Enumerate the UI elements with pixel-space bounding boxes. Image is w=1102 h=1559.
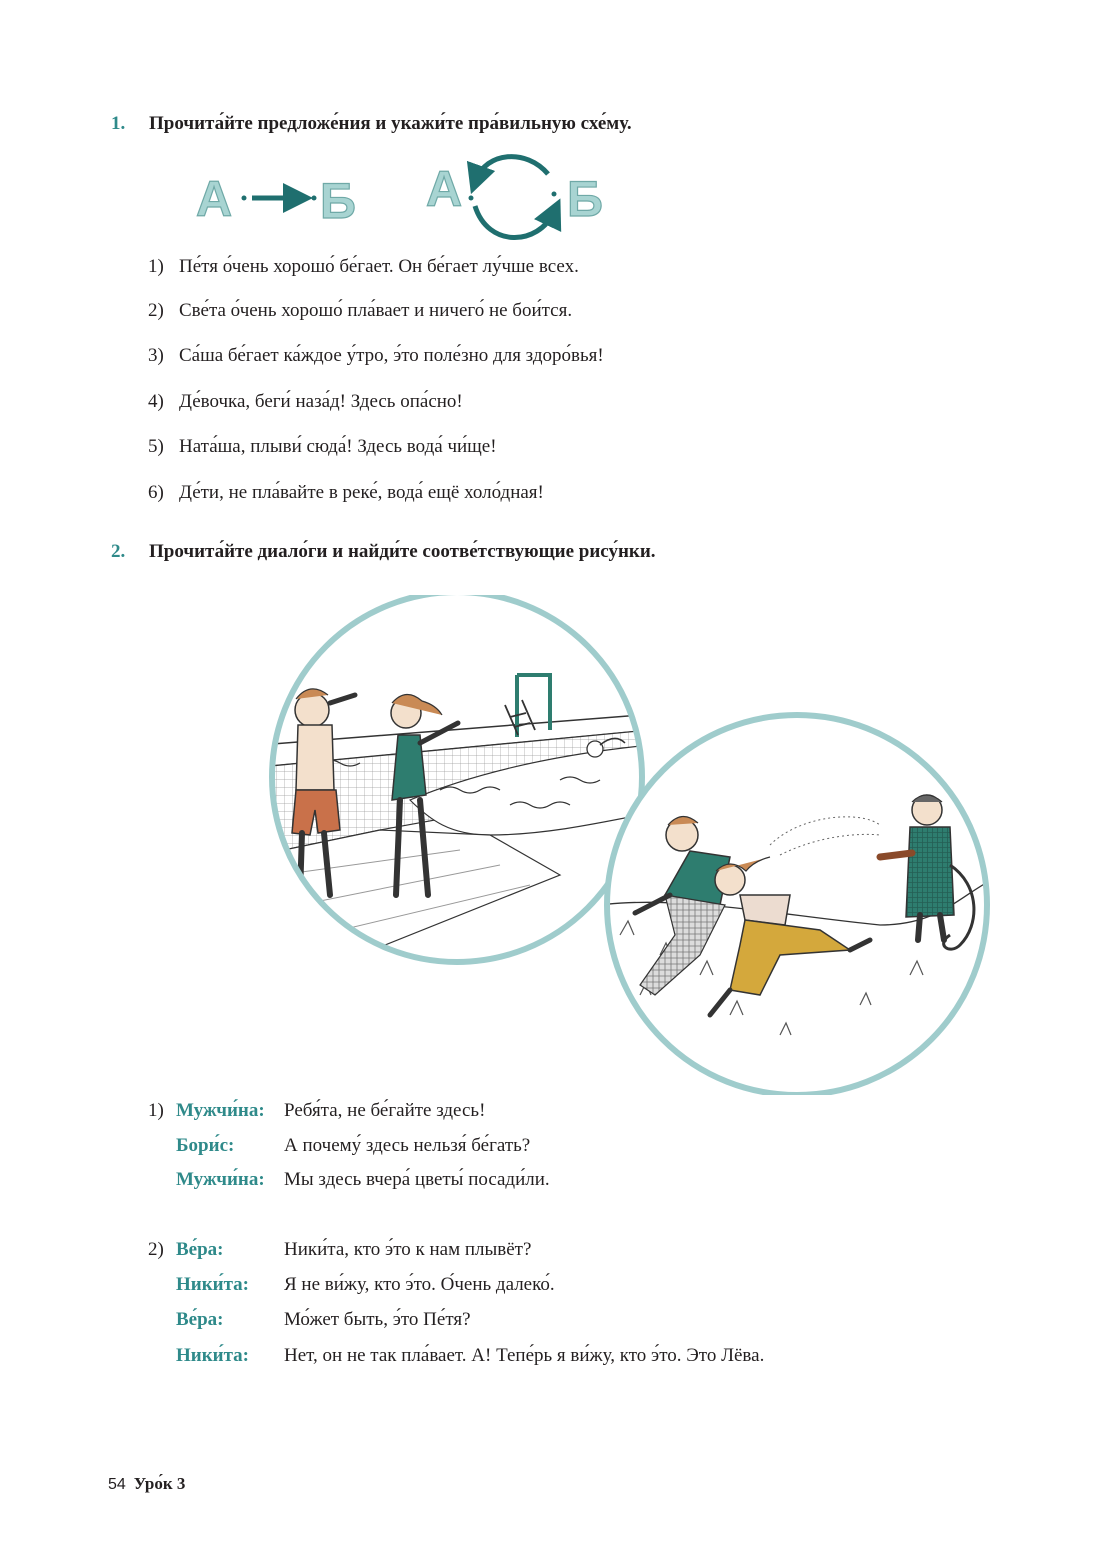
scheme1-letter-b: Б	[320, 173, 356, 229]
scheme2-dot-b	[552, 192, 557, 197]
task2-number: 2.	[111, 541, 126, 562]
dialog2-line-4	[176, 1345, 764, 1367]
illustrations	[260, 595, 1010, 1095]
dialog2-line-2	[176, 1274, 555, 1296]
speaker: Мужчи́на:	[176, 1100, 265, 1121]
sentence-1: 1) Пе́тя о́чень хорошо́ бе́гает. Он бе́гает лу́чше всех.	[148, 256, 579, 277]
line-text: Мы здесь вчера́ цветы́ посади́ли.	[284, 1169, 550, 1190]
scheme-diagrams	[190, 150, 620, 250]
sentence-6: 6) Де́ти, не пла́вайте в реке́, вода́ ещё холо́дная!	[148, 482, 544, 503]
lesson-label: Уро́к 3	[133, 1474, 186, 1493]
sentence-2: 2) Све́та о́чень хорошо́ пла́вает и ничего́ не бои́тся.	[148, 300, 573, 321]
dialog1-line-1	[148, 1100, 485, 1122]
speaker: Ве́ра:	[176, 1239, 224, 1260]
line-text: А почему́ здесь нельзя́ бе́гать?	[284, 1135, 531, 1156]
scheme1-letter-a: А	[196, 171, 233, 227]
scheme1-end-dot	[312, 196, 317, 201]
task2-heading	[111, 541, 656, 563]
task1-title: Прочита́йте предложе́ния и укажи́те пра́вильную схе́му.	[149, 113, 632, 134]
sentence-4: 4) Де́вочка, беги́ наза́д! Здесь опа́сно!	[148, 391, 463, 412]
sentence-5: 5) Ната́ша, плыви́ сюда́! Здесь вода́ чи́ще!	[148, 436, 497, 457]
dialog1-line-3	[176, 1169, 550, 1191]
scheme2-lower-arrow	[475, 206, 554, 238]
scheme1-start-dot	[242, 196, 247, 201]
scheme2-upper-arrow	[476, 157, 548, 180]
line-text: Нет, он не так пла́вает. А! Тепе́рь я ви́жу, кто э́то. Это Лёва.	[284, 1345, 765, 1366]
scheme-one-way	[196, 171, 356, 229]
line-text: Ники́та, кто э́то к нам плывёт?	[284, 1239, 532, 1260]
scheme2-letter-a: А	[426, 161, 463, 217]
page-number: 54	[108, 1476, 126, 1493]
speaker: Ники́та:	[176, 1274, 250, 1295]
dialog2-line-1	[148, 1239, 531, 1261]
scheme-round-trip	[426, 157, 603, 238]
dialog1-line-2	[176, 1135, 530, 1157]
speaker: Мужчи́на:	[176, 1169, 265, 1190]
scheme2-letter-b: Б	[567, 171, 603, 227]
dialog2-number: 2)	[148, 1239, 164, 1260]
line-text: Я не ви́жу, кто э́то. О́чень далеко́.	[284, 1274, 555, 1295]
scheme2-dot-a	[469, 196, 474, 201]
task1-number: 1.	[111, 113, 126, 134]
task2-title: Прочита́йте диало́ги и найди́те соотве́тствующие рису́нки.	[149, 541, 656, 562]
dialog2-line-3	[176, 1309, 471, 1331]
speaker: Ники́та:	[176, 1345, 250, 1366]
line-text: Мо́жет быть, э́то Пе́тя?	[284, 1309, 471, 1330]
sentence-3: 3) Са́ша бе́гает ка́ждое у́тро, э́то поле́зно для здоро́вья!	[148, 345, 604, 366]
line-text: Ребя́та, не бе́гайте здесь!	[284, 1100, 486, 1121]
speaker: Бори́с:	[176, 1135, 235, 1156]
page-footer	[108, 1474, 185, 1494]
dialog1-number: 1)	[148, 1100, 164, 1121]
task1-heading	[111, 113, 632, 135]
speaker: Ве́ра:	[176, 1309, 224, 1330]
